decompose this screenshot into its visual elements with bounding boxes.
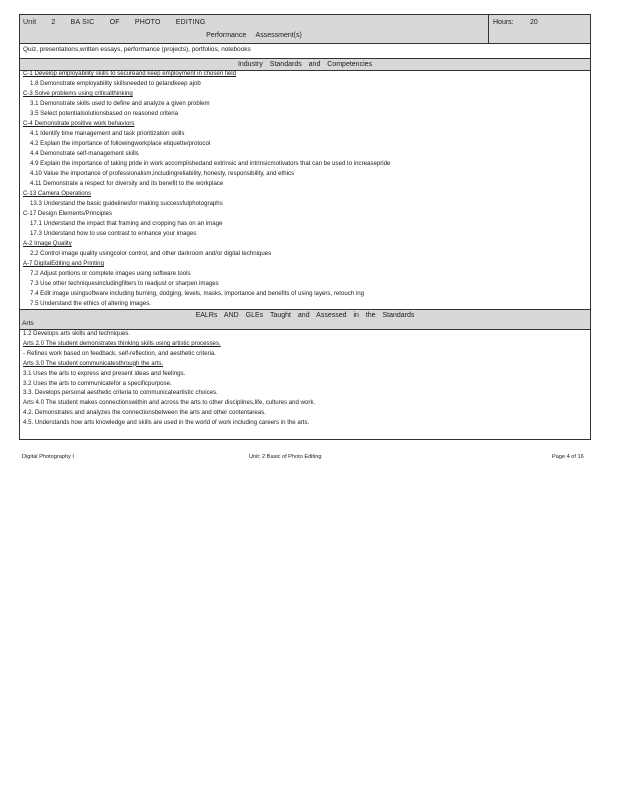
footer-center: Unit: 2 Basic of Photo Editing bbox=[249, 454, 322, 460]
standard-item: 7.5 Understand the ethics of altering images. bbox=[30, 300, 151, 307]
standard-item: 3.5 Select potentialsolutionsbased on reasoned criteria bbox=[30, 110, 179, 117]
footer-page-number: Page 4 of 16 bbox=[552, 454, 584, 460]
arts-item: Arts 4.0 The student makes connectionswithin and across the arts to other disciplines,life, cultures and work. bbox=[23, 399, 316, 407]
arts-item: - Refines work based on feedback, self-reflection, and aesthetic criteria. bbox=[23, 349, 217, 357]
unit-number: 2 bbox=[51, 19, 56, 26]
hours-value: 20 bbox=[530, 19, 538, 26]
standard-category: C-3 Solve problems using criticalthinking bbox=[23, 90, 133, 97]
assessment-list: Quiz, presentations,written essays, performance (projects), portfolios, notebooks bbox=[23, 46, 251, 53]
hours-label: Hours: bbox=[493, 19, 514, 26]
standard-item: 4.1 Identify time management and task prioritization skills bbox=[30, 130, 185, 137]
standard-item: 17.3 Understand how to use contrast to enhance your images bbox=[30, 230, 197, 237]
unit-label: Unit bbox=[23, 19, 37, 26]
arts-item: 3.2 Uses the arts to communicatefor a specificpurpose. bbox=[23, 379, 172, 387]
standard-item: 7.4 Edit image usingsoftware including burning, dodging, levels, masks, importance and benefits of using layers, retouch ing bbox=[30, 290, 364, 297]
standard-item: 4.9 Explain the importance of taking pride in work accomplishedand extrinsic and intrinsicmotivators that can be used to increasepride bbox=[30, 160, 391, 167]
arts-item: 1.2 Develops arts skills and techniques. bbox=[23, 330, 131, 337]
standard-item: 7.3 Use other techniquesincludingfilters to readjust or sharpen images bbox=[30, 280, 219, 287]
section-heading-performance: Performance Assessment(s) bbox=[206, 32, 302, 39]
arts-item: 4.5. Understands how arts knowledge and skills are used in the world of work including careers in the arts. bbox=[23, 419, 310, 427]
standard-item: 4.10 Value the importance of professionalism,includingreliability, honesty, responsibility, and ethics bbox=[30, 170, 295, 177]
standard-item: 1.8 Demonstrate employability skillsneeded to getandkeep ajob bbox=[30, 80, 201, 87]
unit-title-word: PHOTO bbox=[134, 19, 161, 26]
unit-table bbox=[19, 14, 591, 440]
arts-item: Arts 2.0 The student demonstrates thinking skills using artistic processes. bbox=[23, 339, 221, 347]
standard-category: C-1 Develop employability skills to secureand keep employment in chosen field bbox=[23, 70, 237, 77]
unit-title-word: EDITING bbox=[175, 19, 206, 26]
ealrs-heading: EALRs AND GLEs Taught and Assessed in the Standards bbox=[195, 312, 415, 319]
standard-item: 4.2 Explain the importance of followingworkplace etiquette/protocol bbox=[30, 140, 211, 147]
hours-cell bbox=[488, 15, 591, 43]
standard-category: A-7 DigitalEditing and Printing bbox=[23, 260, 104, 267]
standard-item: 4.11 Demonstrate a respect for diversity and its benefit to the workplace bbox=[30, 180, 224, 187]
standard-category: C-13 Camera Operations bbox=[23, 190, 92, 197]
unit-title bbox=[23, 19, 219, 26]
standard-item: 13.3 Understand the basic guidelinesfor making successfulphotographs bbox=[30, 200, 223, 207]
unit-header bbox=[20, 15, 590, 44]
standard-category: C-17 Design Elements/Principles bbox=[23, 210, 113, 217]
standard-item: 4.4 Demonstrate self-management skills bbox=[30, 150, 139, 157]
arts-item: Arts 3.0 The student communicatesthrough the arts. bbox=[23, 359, 164, 367]
footer-left: Digital Photography I bbox=[22, 454, 74, 460]
arts-label: Arts bbox=[22, 320, 34, 327]
standard-category: A-2 Image Quality bbox=[23, 240, 72, 247]
unit-title-word: BA SIC bbox=[70, 19, 95, 26]
standards-heading: Industry Standards and Competencies bbox=[237, 61, 373, 68]
standard-item: 17.1 Understand the impact that framing and cropping has on an image bbox=[30, 220, 223, 227]
standard-item: 2.2 Control image quality usingcolor control, and other darkroom and/or digital techniques bbox=[30, 250, 272, 257]
standard-category: C-4 Demonstrate positive work behaviors bbox=[23, 120, 135, 127]
ealrs-band bbox=[20, 309, 590, 330]
arts-item: 4.2. Demonstrates and analyzes the connectionsbetween the arts and other contentareas. bbox=[23, 409, 266, 417]
arts-item: 3.1 Uses the arts to express and present ideas and feelings. bbox=[23, 369, 186, 377]
standard-item: 3.1 Demonstrate skills used to define and analyze a given problem bbox=[30, 100, 210, 107]
arts-item: 3.3. Develops personal aesthetic criteria to communicateartistic choices. bbox=[23, 389, 218, 397]
unit-title-word: OF bbox=[109, 19, 120, 26]
standard-item: 7.2 Adjust portions or complete images using software tools bbox=[30, 270, 191, 277]
